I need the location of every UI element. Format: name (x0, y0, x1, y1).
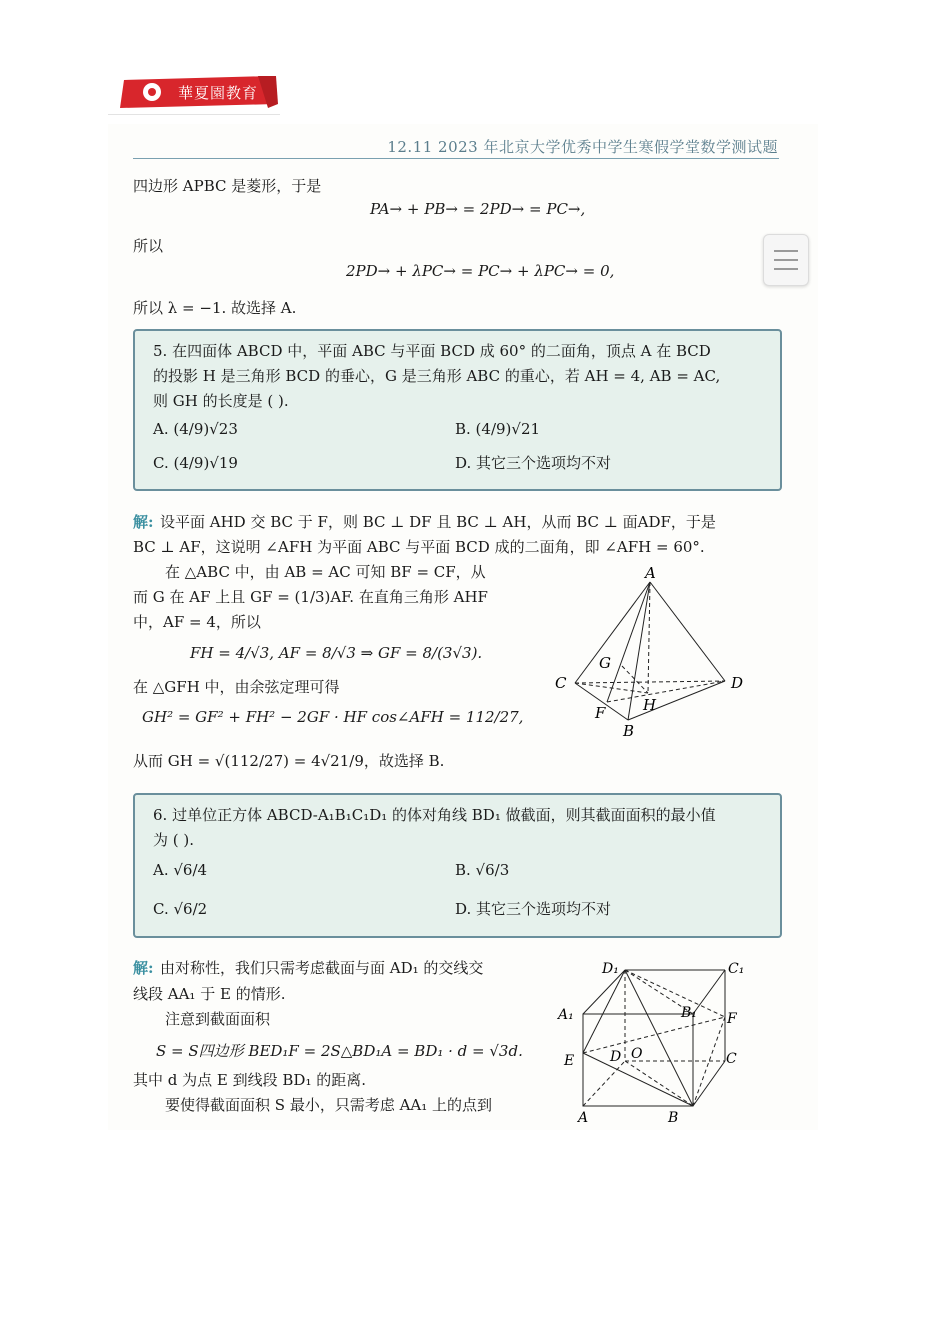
fig6-label: C (726, 1051, 737, 1067)
question-6-option-a[interactable]: A. √6/4 (153, 861, 208, 879)
intro-line-3: 所以 λ = −1. 故选择 A. (133, 299, 297, 317)
question-5-option-c[interactable]: C. (4/9)√19 (153, 454, 238, 472)
fig5-label: H (643, 696, 657, 714)
menu-icon-bar (774, 259, 798, 261)
intro-line-1: 四边形 APBC 是菱形，于是 (133, 177, 322, 195)
question-5-option-a[interactable]: A. (4/9)√23 (153, 420, 238, 438)
solution-5-tag: 解: (133, 513, 154, 531)
solution-5-equation-1: FH = 4/√3, AF = 8/√3 ⇒ GF = 8/(3√3). (190, 644, 483, 662)
fig6-label: B (668, 1110, 679, 1126)
solution-5-line-3: 在 △ABC 中，由 AB = AC 可知 BF = CF，从 (165, 563, 486, 581)
question-5-stem-3: 则 GH 的长度是 ( ). (153, 392, 289, 410)
header-divider (133, 158, 779, 159)
solution-5-line-4: 而 G 在 AF 上且 GF = (1/3)AF. 在直角三角形 AHF (133, 588, 488, 606)
brand-logo-text: 華夏園教育 (178, 84, 259, 102)
fig5-label: G (599, 654, 611, 672)
fig6-label: D₁ (602, 961, 619, 977)
fig5-label: A (645, 564, 656, 582)
solution-5-line-6: 在 △GFH 中，由余弦定理可得 (133, 678, 340, 696)
fig6-label: A (578, 1110, 589, 1126)
solution-5-line-7: 从而 GH = √(112/27) = 4√21/9，故选择 B. (133, 752, 445, 770)
solution-5-equation-2: GH² = GF² + FH² − 2GF · HF cos∠AFH = 112/27, (142, 708, 524, 726)
question-5-stem-2: 的投影 H 是三角形 BCD 的垂心，G 是三角形 ABC 的重心，若 AH = 4, AB = AC, (153, 367, 721, 385)
intro-equation-1: PA→ + PB→ = 2PD→ = PC→, (370, 200, 586, 218)
solution-5-line-5: 中，AF = 4，所以 (133, 613, 261, 631)
solution-5-line-1: 设平面 AHD 交 BC 于 F，则 BC ⊥ DF 且 BC ⊥ AH，从而 BC ⊥ 面ADF，于是 (160, 513, 716, 531)
question-6-stem-1: 6. 过单位正方体 ABCD-A₁B₁C₁D₁ 的体对角线 BD₁ 做截面，则其截面面积的最小值 (153, 806, 716, 824)
intro-equation-2: 2PD→ + λPC→ = PC→ + λPC→ = 0, (346, 262, 615, 280)
menu-icon-bar (774, 268, 798, 270)
fig5-label: B (623, 722, 635, 740)
solution-6-line-3: 注意到截面面积 (165, 1010, 271, 1028)
intro-line-2: 所以 (133, 237, 164, 255)
question-6-option-b[interactable]: B. √6/3 (455, 861, 510, 879)
fig6-label: D (610, 1049, 622, 1065)
solution-6-line-4: 其中 d 为点 E 到线段 BD₁ 的距离. (133, 1071, 366, 1089)
question-5-box (133, 329, 782, 491)
fig6-label: F (727, 1011, 737, 1027)
menu-icon (774, 250, 798, 252)
solution-6-tag: 解: (133, 959, 154, 977)
cube-figure (550, 955, 755, 1130)
page-header: 12.11 2023 年北京大学优秀中学生寒假学堂数学测试题 (387, 138, 778, 156)
solution-5-line-2: BC ⊥ AF，这说明 ∠AFH 为平面 ABC 与平面 BCD 成的二面角，即 ∠AFH = 60°. (133, 538, 705, 556)
solution-6-line-2: 线段 AA₁ 于 E 的情形. (133, 985, 286, 1003)
top-divider (108, 114, 280, 115)
question-6-box (133, 793, 782, 938)
fig6-label: O (631, 1046, 643, 1062)
solution-6-line-5: 要使得截面面积 S 最小，只需考虑 AA₁ 上的点到 (165, 1096, 493, 1114)
fig6-label: E (564, 1053, 575, 1069)
fig5-label: C (555, 674, 567, 692)
question-6-option-d[interactable]: D. 其它三个选项均不对 (455, 900, 612, 918)
question-6-stem-2: 为 ( ). (153, 831, 195, 849)
solution-6-equation-1: S = S四边形 BED₁F = 2S△BD₁A = BD₁ · d = √3d. (156, 1042, 523, 1060)
tetrahedron-figure (545, 560, 755, 745)
question-5-stem-1: 5. 在四面体 ABCD 中，平面 ABC 与平面 BCD 成 60° 的二面角，顶点 A 在 BCD (153, 342, 711, 360)
question-6-option-c[interactable]: C. √6/2 (153, 900, 208, 918)
solution-6-line-1: 由对称性，我们只需考虑截面与面 AD₁ 的交线交 (160, 959, 484, 977)
question-5-option-b[interactable]: B. (4/9)√21 (455, 420, 541, 438)
fig6-label: A₁ (558, 1007, 574, 1023)
fig5-label: F (595, 704, 606, 722)
fig6-label: C₁ (728, 961, 745, 977)
fig6-label: B₁ (681, 1005, 697, 1021)
question-5-option-d[interactable]: D. 其它三个选项均不对 (455, 454, 612, 472)
fig5-label: D (731, 674, 744, 692)
menu-button[interactable] (763, 234, 809, 286)
